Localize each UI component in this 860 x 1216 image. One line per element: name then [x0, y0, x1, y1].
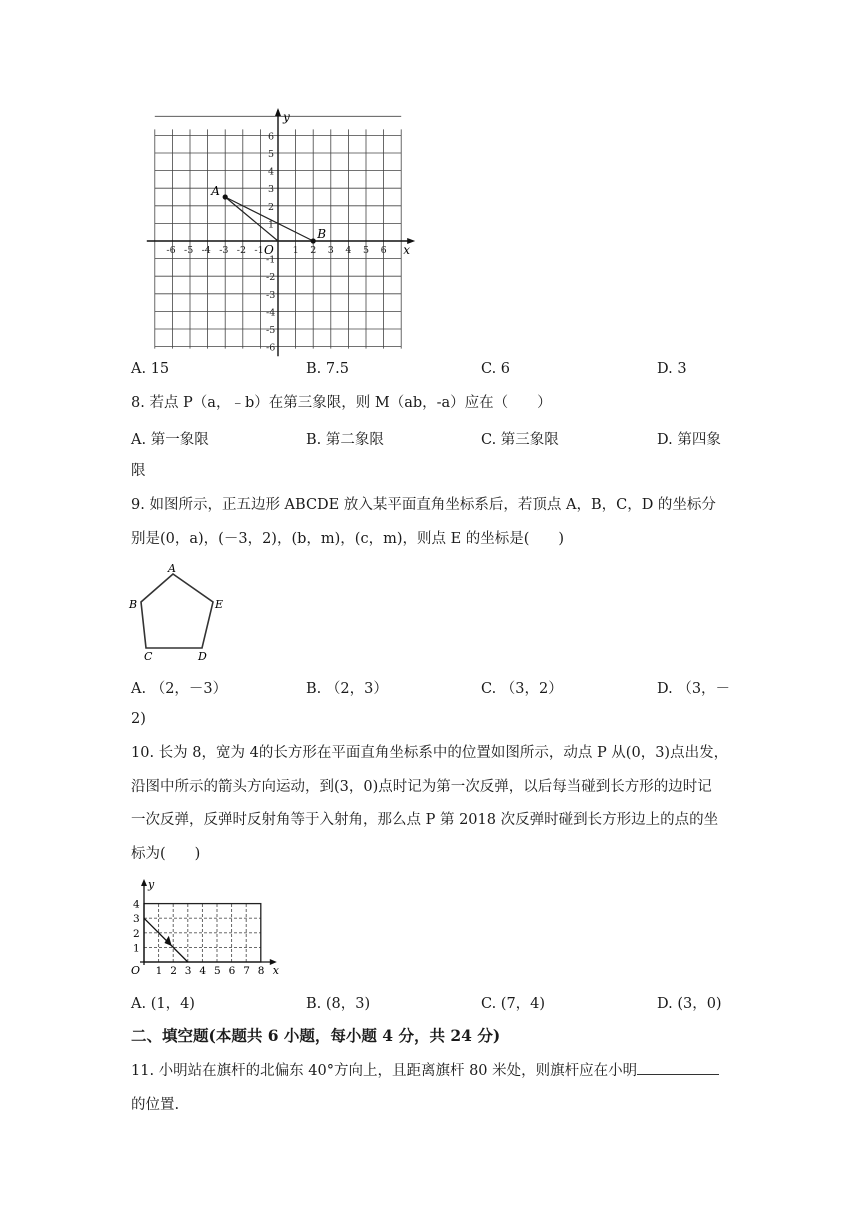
x-tick-label: 4 [345, 245, 352, 256]
q7-option-c[interactable]: C. 6 [481, 361, 511, 377]
x-tick-label: 1 [155, 965, 163, 977]
point-b-label: B [317, 227, 327, 241]
x-tick-label: 1 [292, 245, 299, 256]
x-tick-label: -1 [254, 245, 264, 256]
q10-option-c[interactable]: C. (7，4) [481, 996, 546, 1012]
q8-stem: 8. 若点 P（a，﹣b）在第三象限，则 M（ab，-a）应在（ ） [131, 395, 552, 411]
path-line [144, 918, 188, 962]
y-tick-label: 1 [133, 942, 140, 955]
origin-label: O [264, 243, 274, 257]
q11-stem-text: 11. 小明站在旗杆的北偏东 40°方向上，且距离旗杆 80 米处，则旗杆应在小明 [131, 1063, 638, 1079]
q11-answer-blank[interactable] [637, 1060, 719, 1075]
q10-stem-line1: 10. 长为 8，宽为 4的长方形在平面直角坐标系中的位置如图所示，动点 P 从(0，3)点出发， [131, 745, 729, 761]
x-tick-label: 6 [228, 965, 236, 977]
x-tick-label: -6 [166, 245, 176, 256]
q8-option-c[interactable]: C. 第三象限 [481, 432, 559, 448]
y-axis-label: y [283, 110, 290, 124]
y-tick-label: -4 [266, 307, 276, 319]
q7-option-a[interactable]: A. 15 [131, 361, 170, 377]
q10-option-a[interactable]: A. (1，4) [131, 996, 195, 1012]
x-tick-label: 2 [170, 965, 177, 977]
q7-coordinate-grid-figure [140, 108, 430, 354]
y-axis-arrow [275, 108, 281, 116]
y-tick-label: -1 [266, 254, 276, 266]
q9-option-d[interactable]: D. （3，－ [657, 681, 731, 697]
y-axis-label: y [148, 878, 155, 891]
y-tick-label: 2 [268, 201, 275, 213]
x-tick-label: -3 [219, 245, 229, 256]
x-tick-label: 8 [257, 965, 265, 977]
pentagon-shape [141, 574, 213, 648]
path-arrow [164, 936, 171, 946]
q10-stem-line4: 标为( ) [131, 846, 201, 862]
y-tick-label: 4 [133, 898, 140, 911]
q9-stem-line2: 别是(0，a)，(－3，2)，(b，m)，(c，m)，则点 E 的坐标是( ) [131, 531, 565, 547]
y-tick-label: -3 [266, 289, 276, 301]
vertex-label-a: A [168, 562, 176, 575]
section-2-title: 二、填空题(本题共 6 小题，每小题 4 分，共 24 分) [131, 1026, 501, 1045]
q8-option-b[interactable]: B. 第二象限 [306, 432, 384, 448]
x-tick-label: 3 [184, 965, 192, 977]
point-a-label: A [211, 184, 220, 198]
x-tick-label: -4 [201, 245, 211, 256]
q8-option-d-wrap: 限 [131, 463, 146, 479]
q9-pentagon-figure [126, 562, 231, 664]
y-tick-label: 4 [268, 166, 275, 178]
y-tick-label: 3 [268, 184, 275, 196]
q11-stem-line2: 的位置. [131, 1097, 180, 1113]
y-tick-label: 2 [133, 927, 140, 940]
y-tick-label: 6 [268, 131, 275, 143]
point-b-marker [311, 238, 316, 243]
q9-option-d-wrap: 2) [131, 711, 146, 727]
q10-option-d[interactable]: D. (3，0) [657, 996, 722, 1012]
q8-option-a[interactable]: A. 第一象限 [131, 432, 209, 448]
q9-option-a[interactable]: A. （2，－3） [131, 681, 228, 697]
q10-stem-line3: 一次反弹，反弹时反射角等于入射角，那么点 P 第 2018 次反弹时碰到长方形边上的点的坐 [131, 812, 719, 828]
y-tick-label: -5 [266, 325, 276, 336]
x-tick-label: -2 [236, 245, 247, 256]
y-tick-label: -6 [266, 342, 276, 354]
q9-option-c[interactable]: C. （3，2） [481, 681, 563, 697]
x-tick-label: 2 [310, 245, 317, 256]
q10-option-b[interactable]: B. (8，3) [306, 996, 371, 1012]
x-axis-label: x [403, 243, 410, 257]
vertex-label-b: B [129, 598, 138, 611]
y-tick-label: 5 [268, 149, 275, 160]
x-tick-label: -5 [184, 245, 194, 256]
vertex-label-e: E [215, 598, 224, 611]
q9-option-b[interactable]: B. （2，3） [306, 681, 388, 697]
x-tick-label: 4 [199, 965, 207, 977]
y-tick-label: 1 [268, 219, 275, 231]
y-axis-arrow [141, 879, 147, 886]
vertex-label-c: C [144, 650, 153, 663]
q8-option-d[interactable]: D. 第四象 [657, 432, 721, 448]
origin-label: O [131, 964, 141, 977]
y-tick-label: 3 [133, 913, 140, 926]
y-tick-label: -2 [266, 272, 276, 284]
q9-stem-line1: 9. 如图所示，正五边形 ABCDE 放入某平面直角坐标系后，若顶点 A，B，C，D 的坐标分 [131, 497, 716, 513]
x-tick-label: 3 [327, 245, 334, 256]
point-a-marker [223, 194, 228, 199]
x-tick-label: 6 [380, 245, 387, 256]
vertex-label-d: D [198, 650, 207, 663]
x-tick-label: 5 [214, 965, 221, 977]
q7-option-d[interactable]: D. 3 [657, 361, 687, 377]
x-tick-label: 5 [363, 245, 370, 256]
q11-stem-line1 [131, 1060, 719, 1082]
q7-option-b[interactable]: B. 7.5 [306, 361, 349, 377]
x-tick-label: 7 [243, 965, 250, 977]
q10-rectangle-figure [128, 878, 278, 978]
x-axis-label: x [272, 964, 280, 977]
q10-stem-line2: 沿图中所示的箭头方向运动，到(3，0)点时记为第一次反弹，以后每当碰到长方形的边时记 [131, 779, 712, 795]
